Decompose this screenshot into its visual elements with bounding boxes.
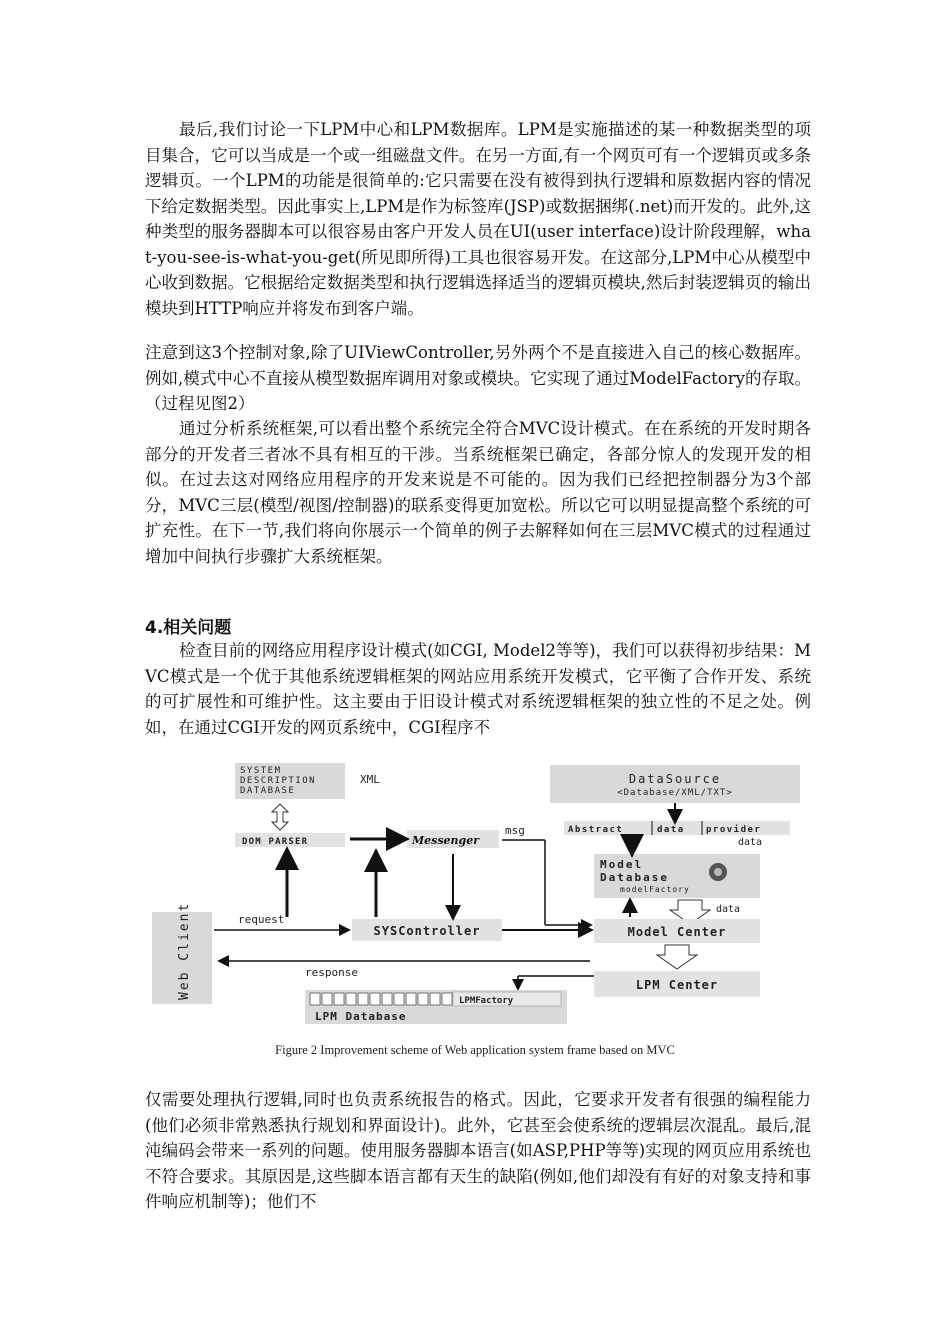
xml-parse-arrow — [272, 804, 288, 830]
model-center-label: Model Center — [627, 925, 727, 939]
paragraph-lpm-center: 最后,我们讨论一下LPM中心和LPM数据库。LPM是实施描述的某一种数据类型的项目集合，它可以当成是一个或一组磁盘文件。在另一方面,有一个网页可有一个逻辑页或多条逻辑页。一个LPM的功能是很简单的:它只需要在没有被得到执行逻辑和原数据内容的情况下给定数据类型。因此事实上,LPM是作为标签库(JSP)或数据捆绑(.net)而开发的。此外,这种类型的服务器脚本可以很容易由客户开发人员在UI(user interface)设计阶段理解，what-you-see-is-what-you-get(所见即所得)工具也很容易开发。在这部分,LPM中心从模型中心收到数据。它根据给定数据类型和执行逻辑选择适当的逻辑页模块,然后封装逻辑页的输出模块到HTTP响应并将发布到客户端。 — [145, 120, 811, 318]
xml-label: XML — [360, 773, 380, 786]
abstract-label-3: provider — [706, 825, 762, 835]
datasource-sub: <Database/XML/TXT> — [617, 788, 733, 798]
paragraph-mvc-analysis: 通过分析系统框架,可以看出整个系统完全符合MVC设计模式。在在系统的开发时期各部分的开发者三者冰不具有相互的干涉。当系统框架已确定，各部分惊人的发现开发的相似。在过去这对网络应用程序的开发来说是不可能的。因为我们已经把控制器分为3个部分，MVC三层(模型/视图/控制器)的联系变得更加宽松。所以它可以明显提高整个系统的可扩充性。在下一节,我们将向你展示一个简单的例子去解释如何在三层MVC模式的过程通过增加中间执行步骤扩大系统框架。 — [145, 419, 811, 566]
figure-caption: Figure 2 Improvement scheme of Web application system frame based on MVC — [275, 1043, 675, 1057]
msg-label: msg — [505, 824, 525, 837]
request-label: request — [238, 913, 285, 926]
web-client-label: Web Client — [177, 901, 192, 1000]
lpm-database-label: LPM Database — [315, 1010, 407, 1023]
messenger-label: Messenger — [412, 834, 480, 847]
data-label-2: data — [716, 904, 741, 915]
section-heading: 4.相关问题 — [145, 618, 232, 638]
abstract-label-2: data — [657, 825, 685, 835]
lpm-factory-label: LPMFactory — [459, 996, 514, 1006]
sysdesc-line2: DESCRIPTION — [240, 776, 317, 786]
abstract-label-1: Abstract — [568, 825, 624, 835]
figure-mvc-diagram — [150, 760, 800, 1035]
sysdesc-line1: SYSTEM — [240, 766, 282, 776]
response-label: response — [305, 966, 358, 979]
datasource-label: DataSource — [628, 772, 722, 786]
paragraph-cgi-issues: 仅需要处理执行逻辑,同时也负责系统报告的格式。因此，它要求开发者有很强的编程能力(他们必须非常熟悉执行规划和界面设计)。此外，它甚至会使系统的逻辑层次混乱。最后,混沌编码会带来一系列的问题。使用服务器脚本语言(如ASP,PHP等等)实现的网页应用系统也不符合要求。其原因是,这些脚本语言都有天生的缺陷(例如,他们却没有有好的对象支持和事件响应机制等)；他们不 — [145, 1090, 811, 1211]
paragraph-related-issues: 检查目前的网络应用程序设计模式(如CGI, Model2等等)，我们可以获得初步结果：MVC模式是一个优于其他系统逻辑框架的网站应用系统开发模式，它平衡了合作开发、系统的可扩展性和可维护性。这主要由于旧设计模式对系统逻辑框架的独立性的不足之处。例如，在通过CGI开发的网页系统中，CGI程序不 — [145, 641, 811, 737]
lpm-center-label: LPM Center — [635, 978, 719, 992]
paragraph-control-objects: 注意到这3个控制对象,除了UIViewController,另外两个不是直接进入自己的核心数据库。例如,模式中心不直接从模型数据库调用对象或模块。它实现了通过ModelFactory的存取。（过程见图2） — [145, 343, 811, 413]
model-db-line1: Model — [600, 858, 644, 871]
model-db-line2: Database — [600, 871, 669, 884]
model-factory-label: modelFactory — [620, 885, 690, 894]
syscontroller-label: SYSController — [373, 924, 481, 938]
data-label-1: data — [738, 837, 763, 848]
sysdesc-line3: DATABASE — [240, 786, 296, 796]
model-to-lpm-arrow — [657, 945, 697, 969]
dom-parser-label: DOM PARSER — [242, 837, 309, 847]
